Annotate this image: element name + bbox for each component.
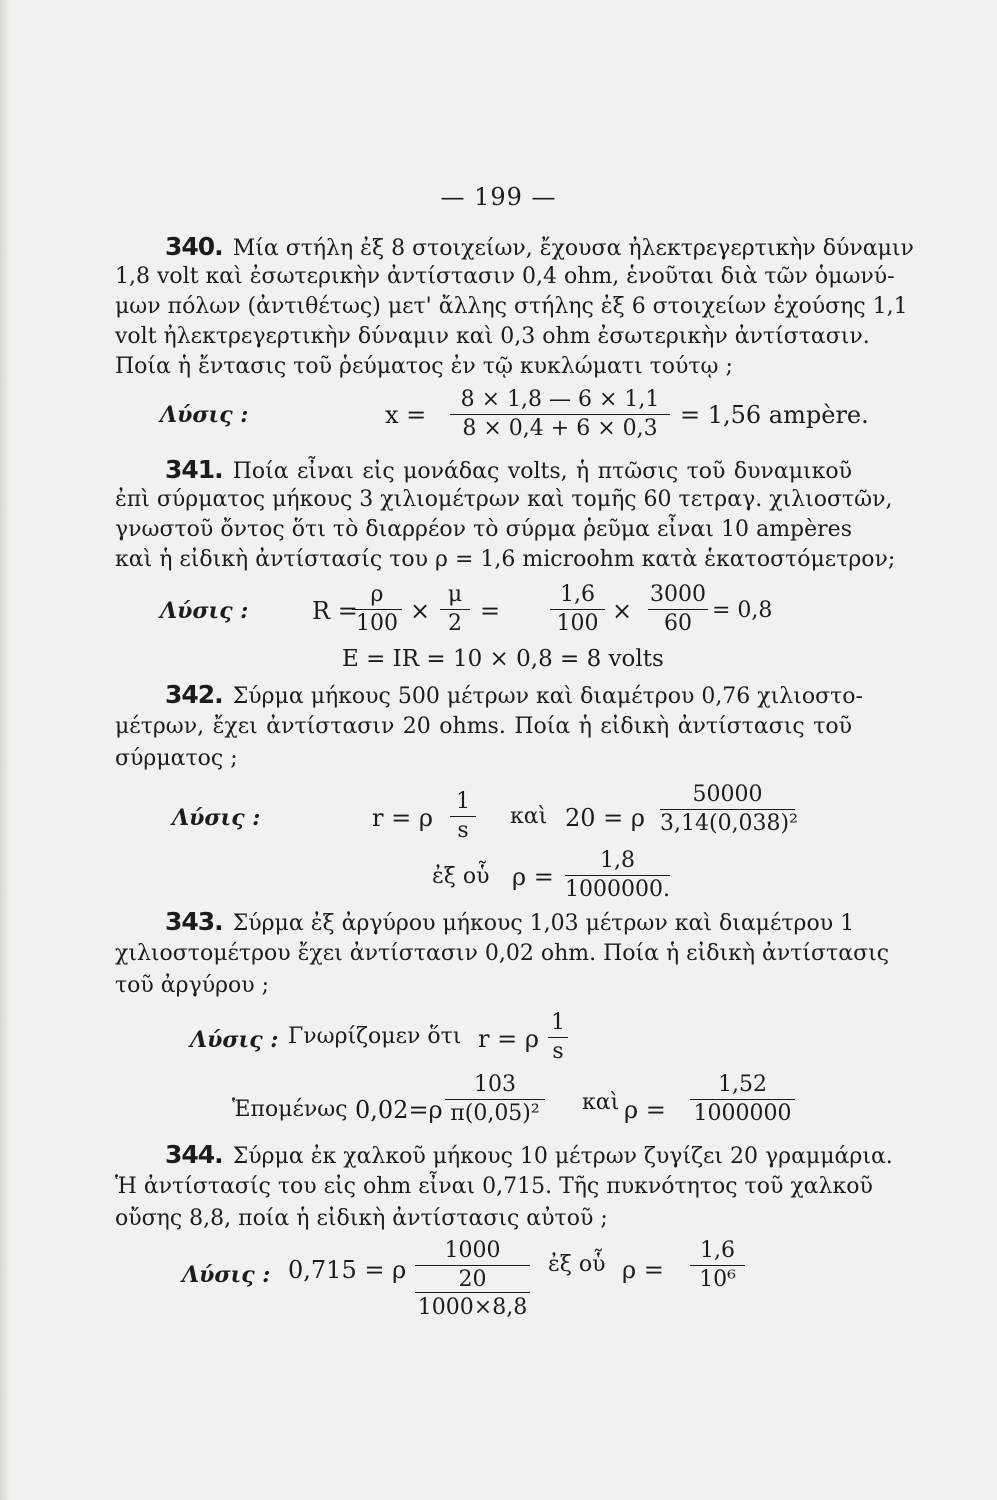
problem-341-line-2: ἐπὶ σύρματος μήκους 3 χιλιομέτρων καὶ τομῆς 60 τετραγ. χιλιοστῶν, [115, 487, 893, 512]
solution-340-label: Λύσις : [160, 402, 249, 428]
solution-341-times-2: × [612, 597, 633, 625]
problem-344-line-1: 344. Σύρμα ἐκ χαλκοῦ μήκους 10 μέτρων ζυγίζει 20 γραμμάρια. [165, 1140, 893, 1169]
solution-344-fraction-2: $\frac{1,6}{\text{10⁶}}$ [690, 1238, 745, 1293]
solution-341-times-1: × [410, 597, 431, 625]
solution-341-fraction-3: $\frac{1,6}{100}$ [550, 582, 605, 637]
solution-341-result: = 0,8 [712, 598, 773, 623]
problem-340-number: 340. [165, 232, 223, 261]
problem-341-line-1: 341. Ποία εἶναι εἰς μονάδας volts, ἡ πτῶσις τοῦ δυναμικοῦ [165, 455, 852, 484]
problem-341-line-4: καὶ ἡ εἰδικὴ ἀντίστασίς του ρ = 1,6 microohm κατὰ ἑκατοστόμετρον; [115, 547, 896, 572]
solution-343-fraction-3: $\frac{1,52}{1000000}$ [690, 1072, 795, 1127]
solution-342-kai: καὶ [510, 804, 548, 829]
problem-342-number: 342. [165, 680, 223, 709]
page-edge-shadow [0, 0, 10, 1500]
solution-344-rho-eq: ρ = [622, 1256, 664, 1284]
solution-343-r-eq: r = ρ [478, 1025, 539, 1053]
problem-342-line-1: 342. Σύρμα μήκους 500 μέτρων καὶ διαμέτρου 0,76 χιλιοστο- [165, 680, 863, 709]
problem-340-line-5: Ποία ἡ ἔντασις τοῦ ῥεύματος ἐν τῷ κυκλώματι τούτῳ ; [115, 354, 733, 379]
solution-341-fraction-1: $\frac{\rho}{100}$ [352, 582, 402, 637]
solution-340-numerator: 8 × 1,8 — 6 × 1,1 [450, 387, 670, 415]
solution-343-rho-eq: ρ = [624, 1096, 666, 1124]
solution-341-equals: = [480, 597, 501, 625]
problem-344-line-2: Ἡ ἀντίστασίς του εἰς ohm εἶναι 0,715. Τῆς πυκνότητος τοῦ χαλκοῦ [115, 1174, 873, 1199]
problem-341-number: 341. [165, 455, 223, 484]
solution-341-e-line: E = IR = 10 × 0,8 = 8 volts [342, 646, 664, 672]
solution-342-fraction-1: $\frac{1}{s}$ [450, 789, 476, 844]
solution-341-fraction-2: $\frac{\mu}{2}$ [440, 582, 470, 637]
solution-340-denominator: 8 × 0,4 + 6 × 0,3 [462, 416, 658, 441]
solution-343-therefore: Ἑπομένως [232, 1097, 348, 1122]
problem-342-line-2: μέτρων, ἔχει ἀντίστασιν 20 ohms. Ποία ἡ εἰδικὴ ἀντίστασις τοῦ [115, 714, 852, 739]
solution-343-fraction-1: $\frac{1}{s}$ [548, 1010, 568, 1065]
solution-343-kai: καὶ [582, 1090, 620, 1115]
problem-344-number: 344. [165, 1140, 223, 1169]
solution-342-ex-ou: ἐξ οὗ [432, 864, 490, 889]
problem-340-line-2: 1,8 volt καὶ ἐσωτερικὴν ἀντίστασιν 0,4 ohm, ἑνοῦται διὰ τῶν ὁμωνύ- [115, 264, 895, 289]
solution-342-eq20: 20 = ρ [565, 804, 646, 832]
solution-342-r-eq: r = ρ [372, 804, 433, 832]
solution-341-r-eq: R = [312, 597, 358, 625]
solution-341-fraction-4: $\frac{3000}{60}$ [650, 582, 706, 636]
problem-341-line-3: γνωστοῦ ὄντος ὅτι τὸ διαρρέον τὸ σύρμα ῥεῦμα εἶναι 10 ampères [115, 517, 852, 542]
solution-344-ex-ou: ἐξ οὗ [548, 1252, 606, 1277]
solution-342-label: Λύσις : [172, 805, 261, 831]
solution-341-label: Λύσις : [160, 598, 249, 624]
solution-340-result: = 1,56 ampère. [680, 401, 869, 429]
problem-340-line-4: volt ἠλεκτρεγερτικὴν δύναμιν καὶ 0,3 ohm ἐσωτερικὴν ἀντίστασιν. [115, 324, 870, 349]
solution-342-fraction-2: $\frac{50000}{\text{3,14(0,038)²}}$ [660, 782, 798, 836]
solution-340-x-eq: x = [385, 401, 427, 429]
solution-343-eq002: 0,02=ρ [355, 1096, 443, 1124]
solution-343-knowing: Γνωρίζομεν ὅτι [288, 1024, 462, 1049]
solution-343-label: Λύσις : [190, 1027, 279, 1053]
problem-343-line-3: τοῦ ἀργύρου ; [115, 973, 270, 998]
problem-340-line-1: 340. Μία στήλη ἐξ 8 στοιχείων, ἔχουσα ἠλεκτρεγερτικὴν δύναμιν [165, 232, 914, 261]
problem-344-line-3: οὔσης 8,8, ποία ἡ εἰδικὴ ἀντίστασις αὐτοῦ ; [115, 1206, 608, 1231]
problem-343-line-1: 343. Σύρμα ἐξ ἀργύρου μήκους 1,03 μέτρων καὶ διαμέτρου 1 [165, 907, 855, 936]
solution-344-label: Λύσις : [182, 1262, 271, 1288]
solution-344-outer-denominator: 1000×8,8 [415, 1292, 530, 1320]
solution-344-fraction-1: $\frac{1000}{20}$ [415, 1238, 530, 1293]
solution-342-rho-eq: ρ = [512, 863, 554, 891]
problem-343-line-2: χιλιοστομέτρου ἔχει ἀντίστασιν 0,02 ohm. Ποία ἡ εἰδικὴ ἀντίστασις [115, 941, 890, 966]
solution-344-eq0715: 0,715 = ρ [288, 1256, 407, 1284]
problem-342-line-3: σύρματος ; [115, 746, 238, 771]
solution-340-fraction [450, 387, 670, 442]
page-number: — 199 — [440, 183, 557, 211]
solution-342-fraction-3: $\frac{1,8}{1000000.}$ [565, 848, 670, 902]
solution-343-fraction-2: $\frac{103}{\text{π(0,05)²}}$ [445, 1072, 545, 1127]
problem-340-line-3: μων πόλων (ἀντιθέτως) μετ' ἄλλης στήλης ἐξ 6 στοιχείων ἐχούσης 1,1 [115, 294, 908, 319]
problem-343-number: 343. [165, 907, 223, 936]
